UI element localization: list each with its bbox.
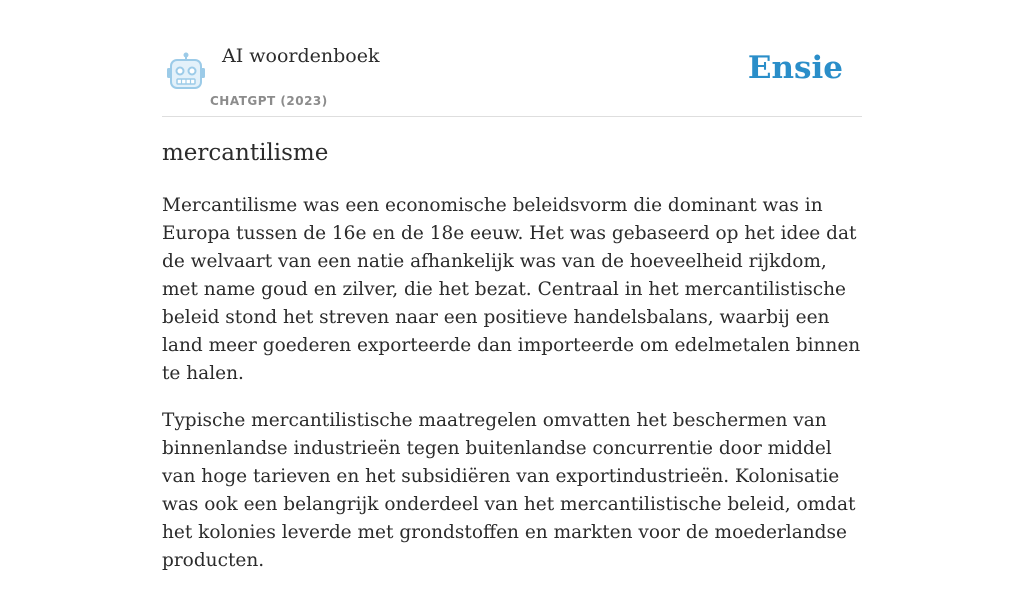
entry-header xyxy=(162,0,862,117)
definition-paragraph: Typische mercantilistische maatregelen omvatten het beschermen van binnenlandse industrieën tegen buitenlandse concurrentie door middel van hoge tarieven en het subsidiëren van exportindustrieën. Kolonisatie was ook een belangrijk onderdeel van het mercantilistische beleid, omdat het kolonies leverde met grondstoffen en markten voor de moederlandse producten. xyxy=(162,410,856,571)
ensie-logo[interactable]: Ensie xyxy=(747,50,843,86)
term-title: mercantilisme xyxy=(162,140,329,166)
robot-icon xyxy=(166,52,206,90)
source-title[interactable]: AI woordenboek xyxy=(222,45,380,67)
definition-body xyxy=(162,192,862,594)
source-meta: CHATGPT (2023) xyxy=(210,94,328,108)
page xyxy=(162,0,862,571)
definition-paragraph: Mercantilisme was een economische beleidsvorm die dominant was in Europa tussen de 16e en de 18e eeuw. Het was gebaseerd op het idee dat de welvaart van een natie afhankelijk was van de hoeveelheid rijkdom, met name goud en zilver, die het bezat. Centraal in het mercantilistische beleid stond het streven naar een positieve handelsbalans, waarbij een land meer goederen exporteerde dan importeerde om edelmetalen binnen te halen. xyxy=(162,195,861,384)
